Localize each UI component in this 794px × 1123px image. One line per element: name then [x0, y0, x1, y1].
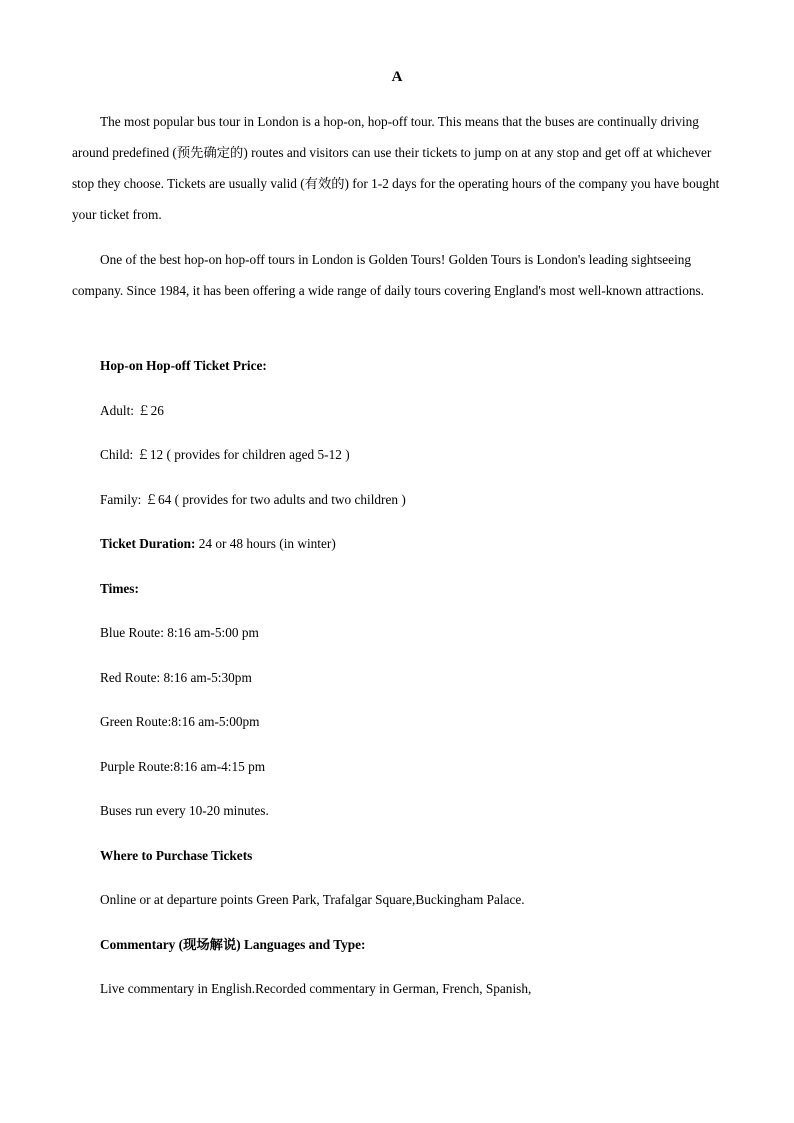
ticket-price-label: Hop-on Hop-off Ticket Price:: [100, 358, 267, 373]
price-child: Child: ￡12 ( provides for children aged 5-12 ): [100, 447, 350, 462]
commentary-languages: Live commentary in English.Recorded commentary in German, French, Spanish,: [100, 981, 532, 996]
ticket-duration-value: 24 or 48 hours (in winter): [195, 536, 336, 551]
paragraph-golden-tours: One of the best hop-on hop-off tours in London is Golden Tours! Golden Tours is London's leading sightseeing company. Since 1984, it has been offering a wide range of daily tours covering England's most well-known attractions.: [72, 252, 704, 298]
purchase-locations: Online or at departure points Green Park, Trafalgar Square,Buckingham Palace.: [100, 892, 525, 907]
bus-frequency: Buses run every 10-20 minutes.: [100, 803, 269, 818]
ticket-duration-label: Ticket Duration:: [100, 536, 196, 551]
commentary-label: Commentary (现场解说) Languages and Type:: [100, 937, 366, 952]
time-green-route: Green Route:8:16 am-5:00pm: [100, 714, 260, 729]
passage-heading: A: [391, 69, 403, 85]
price-family: Family: ￡64 ( provides for two adults and two children ): [100, 492, 406, 507]
price-adult: Adult: ￡26: [100, 403, 164, 418]
purchase-label: Where to Purchase Tickets: [100, 848, 253, 863]
times-label: Times:: [100, 581, 139, 596]
paragraph-intro: The most popular bus tour in London is a hop-on, hop-off tour. This means that the buses are continually driving around predefined (预先确定的) routes and visitors can use their tickets to jump on at any stop and get off at whichever stop they choose. Tickets are usually valid (有效的) for 1-2 days for the operating hours of the company you have bought your ticket from.: [72, 114, 720, 222]
time-red-route: Red Route: 8:16 am-5:30pm: [100, 670, 252, 685]
time-blue-route: Blue Route: 8:16 am-5:00 pm: [100, 625, 259, 640]
time-purple-route: Purple Route:8:16 am-4:15 pm: [100, 759, 266, 774]
ticket-duration: [100, 534, 750, 554]
